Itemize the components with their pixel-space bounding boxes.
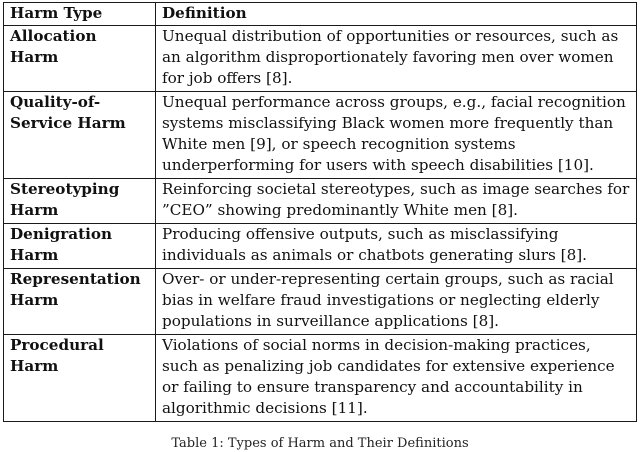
definition-cell: Over- or under-representing certain groups, such as racial bias in welfare fraud investigations or neglecting elderly populations in surveillance applications [8]. bbox=[156, 269, 637, 335]
harm-type-cell: Allocation Harm bbox=[4, 26, 156, 92]
table-row bbox=[4, 224, 637, 269]
harm-type-cell: Denigration Harm bbox=[4, 224, 156, 269]
harm-type-cell: Stereotyping Harm bbox=[4, 179, 156, 224]
table-row bbox=[4, 179, 637, 224]
definition-cell: Reinforcing societal stereotypes, such as image searches for ”CEO” showing predominantly White men [8]. bbox=[156, 179, 637, 224]
column-header-definition: Definition bbox=[156, 3, 637, 26]
definition-cell: Unequal distribution of opportunities or resources, such as an algorithm disproportionately favoring men over women for job offers [8]. bbox=[156, 26, 637, 92]
harm-type-cell: Quality-of-Service Harm bbox=[4, 92, 156, 179]
table-row bbox=[4, 335, 637, 422]
definition-cell: Violations of social norms in decision-making practices, such as penalizing job candidates for extensive experience or failing to ensure transparency and accountability in algorithmic decisions [11]. bbox=[156, 335, 637, 422]
table-row bbox=[4, 92, 637, 179]
column-header-harm-type: Harm Type bbox=[4, 3, 156, 26]
table-caption: Table 1: Types of Harm and Their Definitions bbox=[171, 436, 469, 451]
harm-types-table bbox=[3, 2, 637, 422]
definition-cell: Producing offensive outputs, such as misclassifying individuals as animals or chatbots generating slurs [8]. bbox=[156, 224, 637, 269]
harm-type-cell: Procedural Harm bbox=[4, 335, 156, 422]
table-header-row bbox=[4, 3, 637, 26]
definition-cell: Unequal performance across groups, e.g., facial recognition systems misclassifying Black women more frequently than White men [9], or speech recognition systems underperforming for users with speech disabilities [10]. bbox=[156, 92, 637, 179]
table-row bbox=[4, 26, 637, 92]
harm-type-cell: Representation Harm bbox=[4, 269, 156, 335]
table-row bbox=[4, 269, 637, 335]
